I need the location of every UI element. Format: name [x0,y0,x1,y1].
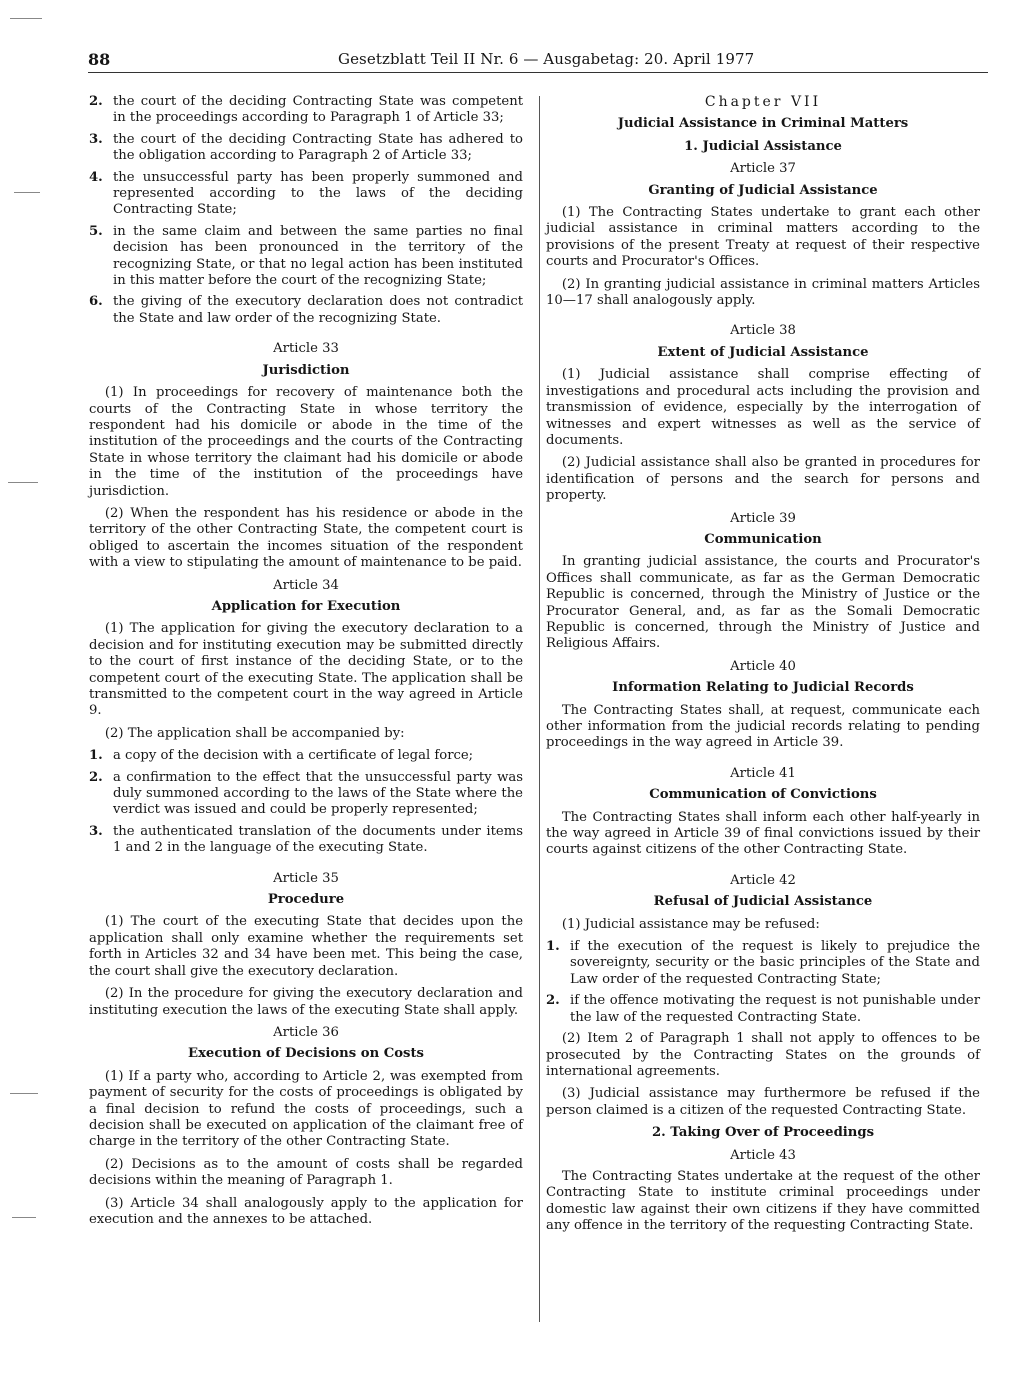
right-column [546,94,980,1241]
paragraph: (1) If a party who, according to Article 2, was exempted from payment of security for the costs of proceedings is obligated by a final decision to refund the costs of proceedings, such a decision shall be executed on application of the claimant free of charge in the territory of the other Contracting State. [89,1068,523,1150]
article-39-heading: Communication [704,531,822,547]
paragraph: (2) When the respondent has his residence or abode in the territory of the other Contracting State, the competent court is obliged to ascertain the incomes situation of the respondent with a view to stipulating the amount of maintenance to be paid. [89,505,523,571]
article-43-label: Article 43 [730,1147,796,1163]
item-text: a confirmation to the effect that the unsuccessful party was duly summoned according to the laws of the State where the verdict was issued and could be properly represented; [113,769,523,818]
item-text: the court of the deciding Contracting State was competent in the proceedings according to Paragraph 1 of Article 33; [113,94,523,126]
page-header [88,50,988,73]
article-38-label: Article 38 [730,323,796,339]
article-35-label: Article 35 [273,870,339,886]
item-number: 2. [89,94,103,109]
paragraph: (2) Item 2 of Paragraph 1 shall not apply to offences to be prosecuted by the Contracting States on the grounds of international agreements. [546,1031,980,1079]
article-42-heading: Refusal of Judicial Assistance [653,894,873,910]
item-number: 1. [546,939,560,955]
paragraph: (3) Article 34 shall analogously apply to the application for execution and the annexes to be attached. [89,1195,523,1227]
list-item [89,294,523,327]
item-text: if the execution of the request is likely to prejudice the sovereignty, security or the basic principles of the State and Law order of the requested Contracting State; [570,939,980,987]
item-number: 1. [89,748,103,764]
item-text: a copy of the decision with a certificate of legal force; [113,748,474,764]
paragraph: (2) Judicial assistance shall also be granted in procedures for identification of persons and the search for persons and property. [546,455,980,504]
section-title: 1. Judicial Assistance [684,138,842,154]
article-34-heading: Application for Execution [211,598,401,614]
article-38-heading: Extent of Judicial Assistance [657,344,869,360]
list-item [89,170,523,219]
section-title: 2. Taking Over of Proceedings [651,1125,875,1141]
item-number: 4. [89,169,103,185]
article-33-label: Article 33 [273,341,339,357]
column-divider [539,96,540,1322]
item-text: in the same claim and between the same parties no final decision has been pronounced in the territory of the recognizing State, or that no legal action has been instituted in this matter before the court of the recognizing State; [113,223,523,289]
list-item [546,993,980,1026]
paragraph: (3) Judicial assistance may furthermore be refused if the person claimed is a citizen of the requested Contracting State. [546,1086,980,1118]
list-item [89,770,523,819]
paragraph: (1) The Contracting States undertake to grant each other judicial assistance in criminal matters according to the provisions of the present Treaty at request of their respective courts and Procurator's Offices. [546,205,980,270]
list-item [89,132,523,165]
running-title: Gesetzblatt Teil II Nr. 6 — Ausgabetag: 20. April 1977 [338,50,755,68]
list-item [89,748,523,764]
paragraph: (2) Decisions as to the amount of costs shall be regarded decisions within the meaning of Paragraph 1. [89,1156,523,1189]
margin-mark [14,192,40,193]
item-number: 3. [89,131,103,147]
article-35-heading: Procedure [267,892,345,908]
left-column [89,94,523,1234]
paragraph: (1) Judicial assistance shall comprise effecting of investigations and procedural acts including the provision and transmission of evidence, especially by the interrogation of witnesses and expert witnesses as well as the service of documents. [546,367,980,448]
item-text: if the offence motivating the request is not punishable under the law of the requested Contracting State. [570,993,980,1025]
item-text: the unsuccessful party has been properly summoned and represented according to the laws of the deciding Contracting State; [113,169,523,218]
list-item [546,939,980,988]
item-text: the giving of the executory declaration does not contradict the State and law order of the recognizing State. [113,294,523,326]
margin-mark [10,18,42,19]
item-number: 2. [546,993,560,1009]
chapter-title: Judicial Assistance in Criminal Matters [617,116,909,132]
margin-mark [10,1093,38,1094]
chapter-label: Chapter VII [704,94,822,110]
paragraph: (1) The application for giving the executory declaration to a decision and for instituting execution may be submitted directly to the court of first instance of the deciding State, or to the competent court of the executing State. The application shall be transmitted to the competent court in the way agreed in Article 9. [89,621,523,719]
article-41-label: Article 41 [730,765,796,781]
article-37-label: Article 37 [730,161,796,177]
item-number: 6. [89,294,103,310]
paragraph: (2) In granting judicial assistance in criminal matters Articles 10—17 shall analogously apply. [546,276,980,309]
list-item [89,224,523,290]
item-text: the authenticated translation of the documents under items 1 and 2 in the language of the executing State. [113,823,523,856]
paragraph: (2) In the procedure for giving the executory declaration and instituting execution the laws of the executing State shall apply. [89,986,523,1018]
margin-mark [8,482,38,483]
article-40-heading: Information Relating to Judicial Records [612,680,914,696]
article-34-label: Article 34 [273,577,339,593]
article-36-heading: Execution of Decisions on Costs [188,1046,424,1062]
margin-mark [12,1217,36,1218]
paragraph: In granting judicial assistance, the courts and Procurator's Offices shall communicate, as far as the German Democratic Republic is concerned, through the Ministry of Justice or the Procurator General, and, as far as the Somali Democratic Republic is concerned, through the Ministry of Justice and Religious Affairs. [546,554,980,652]
article-33-heading: Jurisdiction [262,362,350,378]
item-number: 3. [89,823,103,839]
article-36-label: Article 36 [273,1024,339,1040]
paragraph: The Contracting States shall inform each other half-yearly in the way agreed in Article 39 of final convictions issued by their courts against citizens of the other Contracting State. [546,809,980,858]
paragraph: The Contracting States undertake at the request of the other Contracting State to institute criminal proceedings under domestic law against their own citizens if they have committed any offence in the territory of the requesting Contracting State. [546,1168,980,1234]
item-number: 2. [89,769,103,785]
list-item [89,94,523,127]
item-text: the court of the deciding Contracting State has adhered to the obligation according to Paragraph 2 of Article 33; [113,131,523,164]
item-number: 5. [89,223,103,239]
article-40-label: Article 40 [730,658,796,674]
paragraph: (2) The application shall be accompanied by: [104,725,405,741]
list-item [89,824,523,857]
paragraph: (1) The court of the executing State that decides upon the application shall only examine whether the requirements set forth in Articles 32 and 34 have been met. This being the case, the court shall give the executory declaration. [89,914,523,979]
article-37-heading: Granting of Judicial Assistance [648,182,878,198]
article-39-label: Article 39 [730,510,796,526]
article-42-label: Article 42 [730,872,796,888]
page-number: 88 [88,50,111,69]
paragraph: (1) In proceedings for recovery of maintenance both the courts of the Contracting State in whose territory the respondent had his domicile or abode in the time of the institution of the proceedings and the courts of the Contracting State in whose territory the claimant had his domicile or abode in the time of the institution of the proceedings have jurisdiction. [89,385,523,499]
article-41-heading: Communication of Convictions [649,787,877,803]
paragraph: The Contracting States shall, at request, communicate each other information from the judicial records relating to pending proceedings in the way agreed in Article 39. [546,702,980,751]
paragraph: (1) Judicial assistance may be refused: [561,916,820,932]
